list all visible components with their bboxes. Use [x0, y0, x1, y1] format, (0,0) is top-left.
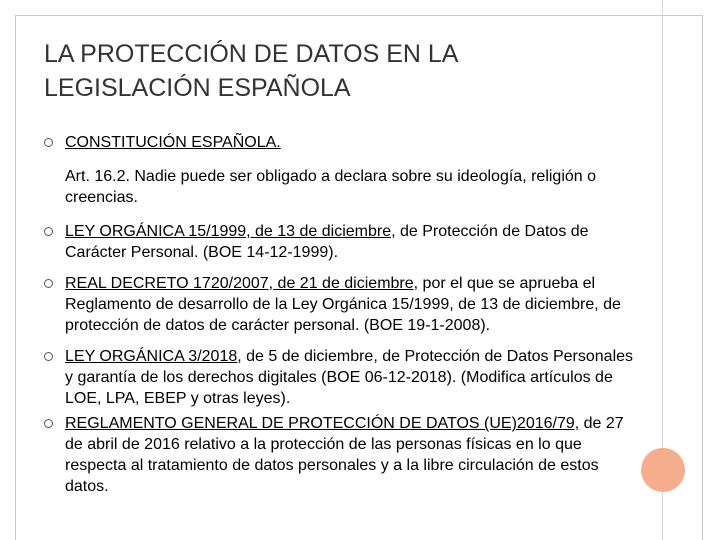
item-text: de 27 de abril de 2016 relativo a la protección de las personas físicas en lo que respecta al tratamiento de datos personales y a la libre circulación de estos datos. — [65, 415, 624, 495]
link-lo-3-2018[interactable]: LEY ORGÁNICA 3/2018 — [65, 348, 238, 365]
bullet-list — [44, 125, 634, 497]
list-item-rgpd — [44, 413, 634, 497]
title-line-2: LEGISLACIÓN ESPAÑOLA — [44, 74, 351, 102]
bullet-circle-icon — [44, 227, 53, 236]
link-rgpd[interactable]: REGLAMENTO GENERAL DE PROTECCIÓN DE DATOS (UE)2016/79, — [65, 415, 580, 432]
accent-circle — [641, 448, 685, 492]
bullet-circle-icon — [44, 352, 53, 361]
link-rd-1720[interactable]: REAL DECRETO 1720/2007, de 21 de diciembre, — [65, 275, 419, 292]
list-item-lo-3-2018 — [44, 346, 634, 409]
bullet-circle-icon — [44, 279, 53, 288]
item-text: , de 5 de diciembre, de Protección de Datos Personales y garantía de los derechos digitales (BOE 06-12-2018). (Modifica artículos de LOE, LPA, EBEP y otras leyes). — [65, 348, 634, 407]
slide-title — [44, 37, 624, 105]
list-item-constitucion — [44, 132, 634, 153]
list-item-rd-1720 — [44, 273, 634, 336]
list-item-lopd-1999 — [44, 221, 634, 263]
bullet-circle-icon — [44, 419, 53, 428]
item-text: de Protección de Datos de Carácter Personal. (BOE 14-12-1999). — [65, 223, 589, 261]
title-line-1: LA PROTECCIÓN DE DATOS EN LA — [44, 40, 459, 68]
link-constitucion[interactable]: CONSTITUCIÓN ESPAÑOLA. — [65, 134, 281, 151]
item-text: por el que se aprueba el Reglamento de desarrollo de la Ley Orgánica 15/1999, de 13 de diciembre, de protección de datos de carácter personal. (BOE 19-1-2008). — [65, 275, 621, 334]
sub-item-art-16: Art. 16.2. Nadie puede ser obligado a declara sobre su ideología, religión o creencias. — [65, 168, 597, 206]
bullet-circle-icon — [44, 138, 53, 147]
link-lopd-1999[interactable]: LEY ORGÁNICA 15/1999, de 13 de diciembre, — [65, 223, 396, 240]
